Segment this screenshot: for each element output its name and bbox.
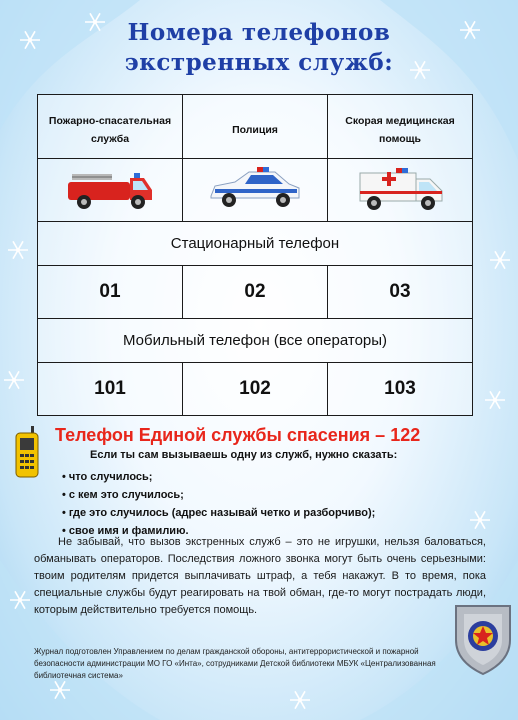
header-ambulance — [328, 95, 473, 159]
stationary-fire-number: 01 — [38, 266, 183, 319]
mobile-phone-label: Мобильный телефон (все операторы) — [38, 319, 473, 363]
list-item: • что случилось; — [62, 468, 375, 486]
emblem-shield-icon — [452, 600, 514, 676]
vehicle-row — [38, 159, 473, 222]
list-item: • где это случилось (адрес называй четко и разборчиво); — [62, 504, 375, 522]
unified-rescue-title: Телефон Единой службы спасения – 122 — [55, 425, 421, 445]
mobile-label-row — [38, 319, 473, 363]
mobile-fire-number: 101 — [38, 363, 183, 416]
mobile-ambulance-number: 103 — [328, 363, 473, 416]
mobile-police-number: 102 — [183, 363, 328, 416]
ambulance-cell — [328, 159, 473, 222]
header-fire-service — [38, 95, 183, 159]
credits-text: Журнал подготовлен Управлением по делам гражданской обороны, антитеррористической и пожарной безопасности администрации МО ГО «Инта», сотрудниками Детской библиотеки МБУК «Централизованная библиотечная система» — [34, 647, 436, 680]
mobile-numbers-row — [38, 363, 473, 416]
warning-paragraph: Не забывай, что вызов экстренных служб – это не игрушки, нельзя баловаться, обманывать операторов. Последствия ложного звонка могут быть очень серьезными: твоим родителям придется выплачивать штраф, а тебя накажут. В то время, пока специальные службы будут реагировать на твой обман, где-то могут пострадать люди, которым действительно требуется помощь. — [34, 536, 486, 616]
table-header-row — [38, 95, 473, 159]
ambulance-icon — [352, 163, 448, 213]
page-title — [0, 18, 518, 78]
title-line-1: Номера телефонов — [127, 19, 391, 46]
title-line-2: экстренных служб: — [124, 49, 394, 76]
call-tips-list — [62, 468, 375, 540]
mobile-phone-icon — [14, 426, 40, 478]
emergency-numbers-table — [37, 94, 473, 416]
list-item: • свое имя и фамилию. — [62, 522, 375, 540]
fire-truck-cell — [38, 159, 183, 222]
stationary-ambulance-number: 03 — [328, 266, 473, 319]
header-fire-service-line1: Пожарно-спасательная — [48, 114, 172, 127]
stationary-phone-label: Стационарный телефон — [38, 222, 473, 266]
header-ambulance-line1: Скорая медицинская — [345, 114, 455, 127]
header-fire-service-line2: служба — [90, 132, 130, 145]
unified-lead-text: Если ты сам вызываешь одну из служб, нужно сказать: — [90, 449, 398, 461]
fire-truck-icon — [62, 164, 158, 212]
header-police — [183, 95, 328, 159]
header-ambulance-line2: помощь — [379, 132, 421, 145]
stationary-numbers-row — [38, 266, 473, 319]
police-car-icon — [205, 164, 305, 212]
header-police-line1: Полиция — [232, 123, 278, 136]
stationary-label-row — [38, 222, 473, 266]
stationary-police-number: 02 — [183, 266, 328, 319]
list-item: • с кем это случилось; — [62, 486, 375, 504]
police-car-cell — [183, 159, 328, 222]
